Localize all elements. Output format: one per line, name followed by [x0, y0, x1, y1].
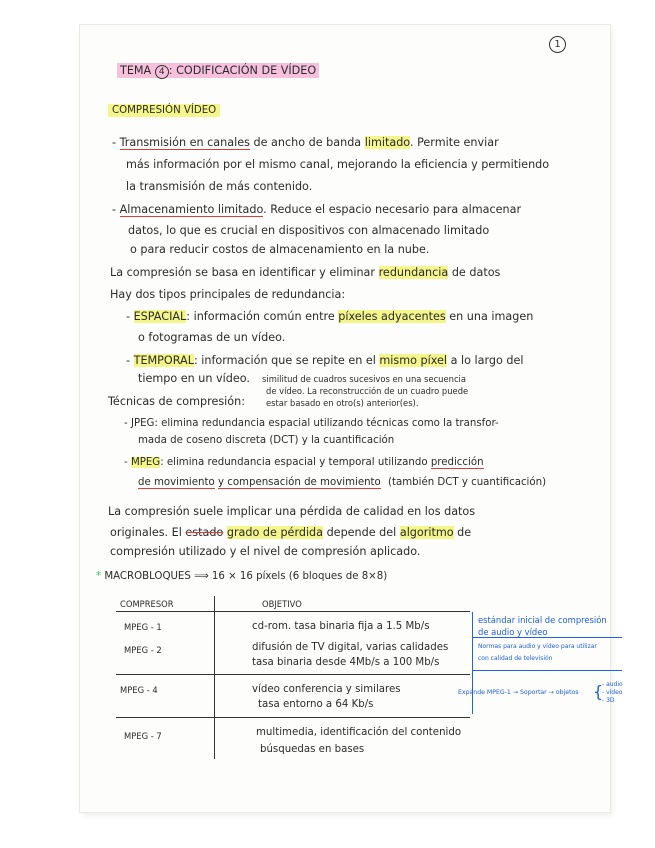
temporal-note-3: estar basado en otro(s) anterior(es). [266, 398, 419, 408]
bullet-almacenamiento-line2: datos, lo que es crucial en dispositivos con almacenado limitado [128, 224, 490, 237]
bullet-transmision-line3: la transmisión de más contenido. [126, 180, 313, 193]
bullet-almacenamiento: - Almacenamiento limitado. Reduce el espacio necesario para almacenar [112, 203, 522, 216]
row2-objetivo-1: difusión de TV digital, varias calidades [252, 642, 449, 653]
item-espacial: - ESPACIAL: información común entre píxeles adyacentes en una imagen [126, 310, 534, 323]
row3-brace: { [593, 682, 604, 701]
item-temporal: - TEMPORAL: información que se repite en el mismo píxel a lo largo del [126, 354, 524, 367]
row3-brace-item-1: - audio [602, 681, 623, 688]
bullet-transmision: - Transmisión en canales de ancho de banda limitado. Permite enviar [112, 136, 499, 149]
col-header-objetivo: OBJETIVO [262, 599, 302, 609]
page-number: 1 [549, 36, 566, 53]
row1-note-2: de audio y vídeo [478, 627, 548, 637]
table-header-rule [116, 611, 470, 612]
temporal-note-2: de vídeo. La reconstrucción de un cuadro puede [266, 386, 469, 396]
row2-objetivo-2: tasa binaria desde 4Mb/s a 100 Mb/s [252, 657, 440, 668]
macrobloques-line: * MACROBLOQUES ⟹ 16 × 16 píxels (6 bloques de 8×8) [96, 571, 388, 582]
item-espacial-line2: o fotogramas de un vídeo. [138, 331, 286, 344]
item-temporal-line2: tiempo en un vídeo. [138, 372, 250, 385]
bullet-almacenamiento-line3: o para reducir costos de almacenamiento en la nube. [130, 243, 430, 256]
row3-objetivo-2: tasa entorno a 64 Kb/s [258, 699, 374, 710]
row3-brace-item-2: - vídeo [602, 689, 623, 696]
tecnicas-heading: Técnicas de compresión: [108, 395, 245, 408]
row1-compresor: MPEG - 1 [124, 622, 162, 632]
paragraph-perdida-line2: originales. El estado grado de pérdida depende del algoritmo de [110, 526, 472, 539]
row2-note-2: con calidad de televisión [478, 655, 553, 662]
row3-brace-item-3: - 3D [602, 697, 615, 704]
col-header-compresor: COMPRESOR [120, 599, 174, 609]
page-title: TEMA 4 : CODIFICACIÓN DE VÍDEO [117, 64, 319, 79]
row1-note-1: estándar inicial de compresión [478, 615, 607, 625]
paragraph-redundancia: La compresión se basa en identificar y eliminar redundancia de datos [110, 266, 501, 279]
row4-objetivo-2: búsquedas en bases [260, 744, 365, 755]
row3-note: Expande MPEG-1 → Soportar → objetos [458, 689, 579, 696]
row4-compresor: MPEG - 7 [124, 731, 162, 741]
table-row-rule-2 [116, 717, 470, 718]
row2-compresor: MPEG - 2 [124, 645, 162, 655]
bullet-transmision-line2: más información por el mismo canal, mejorando la eficiencia y permitiendo [126, 158, 550, 171]
paragraph-redundancia-line2: Hay dos tipos principales de redundancia: [110, 288, 346, 301]
row2-note-rule [472, 670, 622, 671]
item-mpeg-line2: de movimiento y compensación de movimiento (también DCT y cuantificación) [138, 477, 547, 488]
temporal-note-1: similitud de cuadros sucesivos en una secuencia [262, 374, 467, 384]
paragraph-perdida-line3: compresión utilizado y el nivel de compresión aplicado. [110, 545, 421, 558]
section-heading: COMPRESIÓN VÍDEO [108, 104, 220, 118]
row4-objetivo-1: multimedia, identificación del contenido [256, 727, 462, 738]
table-column-rule [214, 596, 215, 759]
row1-note-rule [472, 637, 622, 638]
item-jpeg-line2: mada de coseno discreta (DCT) y la cuantificación [138, 435, 395, 446]
item-mpeg: - MPEG: elimina redundancia espacial y temporal utilizando predicción [124, 457, 484, 468]
row3-objetivo-1: vídeo conferencia y similares [252, 684, 401, 695]
row1-objetivo-1: cd-rom. tasa binaria fija a 1.5 Mb/s [252, 621, 430, 632]
row3-compresor: MPEG - 4 [120, 685, 158, 695]
paragraph-perdida-line1: La compresión suele implicar una pérdida de calidad en los datos [108, 505, 476, 518]
row2-note-1: Normas para audio y vídeo para utilizar [478, 643, 597, 650]
item-jpeg: - JPEG: elimina redundancia espacial utilizando técnicas como la transfor- [124, 418, 499, 429]
table-row-rule-1 [116, 674, 470, 675]
title-number: 4 [155, 65, 169, 79]
